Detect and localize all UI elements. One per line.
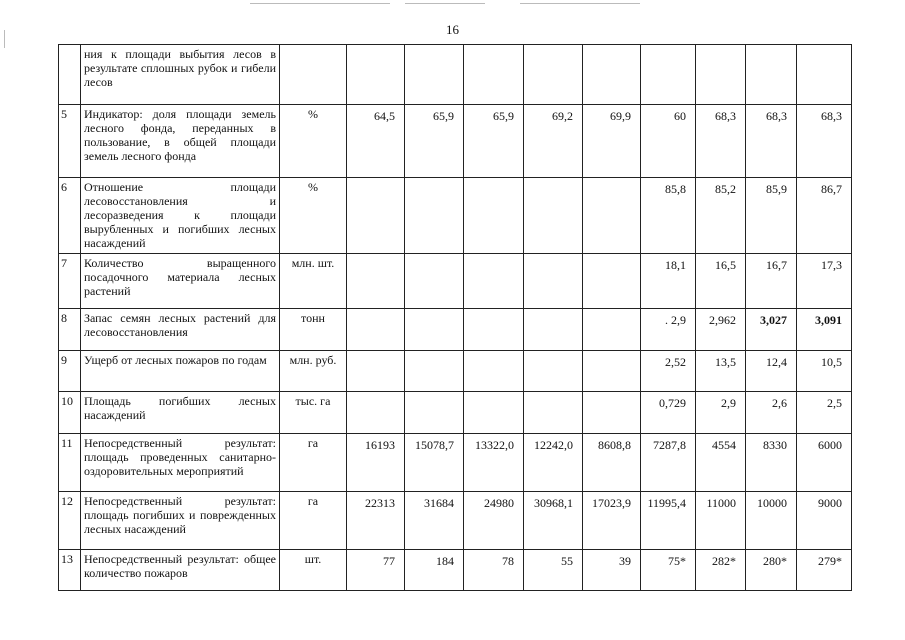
- value-cell: 9000: [797, 492, 852, 550]
- value-cell: 68,3: [797, 105, 852, 178]
- row-number-cell: [59, 45, 81, 105]
- value-cell: 15078,7: [405, 434, 464, 492]
- row-number-cell: 7: [59, 254, 81, 309]
- value-cell: 85,8: [641, 178, 696, 254]
- value-cell: 2,9: [696, 392, 746, 434]
- unit-cell: шт.: [280, 550, 347, 591]
- value-cell: [405, 351, 464, 392]
- value-cell: 0,729: [641, 392, 696, 434]
- value-cell: 24980: [464, 492, 524, 550]
- value-cell: 8330: [746, 434, 797, 492]
- indicator-name-cell: Запас семян лесных растений для лесовосстановления: [81, 309, 280, 351]
- table-row: [59, 309, 852, 351]
- unit-cell: млн. руб.: [280, 351, 347, 392]
- value-cell: 10000: [746, 492, 797, 550]
- value-cell: 12242,0: [524, 434, 583, 492]
- value-cell: 11995,4: [641, 492, 696, 550]
- table-row: [59, 434, 852, 492]
- value-cell: 3,091: [797, 309, 852, 351]
- value-cell: [405, 392, 464, 434]
- value-cell: 4554: [696, 434, 746, 492]
- value-cell: 85,9: [746, 178, 797, 254]
- value-cell: [347, 392, 405, 434]
- value-cell: 16,5: [696, 254, 746, 309]
- page-number: 16: [446, 22, 459, 37]
- unit-cell: %: [280, 178, 347, 254]
- unit-cell: млн. шт.: [280, 254, 347, 309]
- value-cell: 12,4: [746, 351, 797, 392]
- value-cell: [524, 392, 583, 434]
- indicator-name-cell: Отношение площади лесовосстановления и лесоразведения к площади вырубленных и погибших лесных насаждений: [81, 178, 280, 254]
- value-cell: [524, 254, 583, 309]
- table-row: [59, 392, 852, 434]
- value-cell: 13,5: [696, 351, 746, 392]
- unit-cell: тонн: [280, 309, 347, 351]
- value-cell: [583, 178, 641, 254]
- value-cell: 22313: [347, 492, 405, 550]
- row-number-cell: 6: [59, 178, 81, 254]
- value-cell: 7287,8: [641, 434, 696, 492]
- value-cell: [347, 351, 405, 392]
- indicator-name-cell: ния к площади выбытия лесов в результате сплошных рубок и гибели лесов: [81, 45, 280, 105]
- value-cell: [583, 45, 641, 105]
- value-cell: [347, 45, 405, 105]
- table-row: [59, 550, 852, 591]
- table-row: [59, 351, 852, 392]
- value-cell: 10,5: [797, 351, 852, 392]
- value-cell: [524, 45, 583, 105]
- value-cell: 77: [347, 550, 405, 591]
- value-cell: 17023,9: [583, 492, 641, 550]
- value-cell: [641, 45, 696, 105]
- table-row: [59, 105, 852, 178]
- value-cell: [405, 45, 464, 105]
- indicator-name-cell: Непосредственный результат: общее количество пожаров: [81, 550, 280, 591]
- value-cell: 3,027: [746, 309, 797, 351]
- value-cell: [746, 45, 797, 105]
- value-cell: 2,6: [746, 392, 797, 434]
- unit-cell: %: [280, 105, 347, 178]
- value-cell: 30968,1: [524, 492, 583, 550]
- value-cell: [524, 178, 583, 254]
- value-cell: [464, 178, 524, 254]
- value-cell: 86,7: [797, 178, 852, 254]
- value-cell: [583, 392, 641, 434]
- value-cell: [347, 309, 405, 351]
- value-cell: 13322,0: [464, 434, 524, 492]
- unit-cell: тыс. га: [280, 392, 347, 434]
- value-cell: [347, 178, 405, 254]
- value-cell: [524, 309, 583, 351]
- row-number-cell: 12: [59, 492, 81, 550]
- value-cell: [583, 309, 641, 351]
- value-cell: 69,9: [583, 105, 641, 178]
- row-number-cell: 10: [59, 392, 81, 434]
- row-number-cell: 8: [59, 309, 81, 351]
- table-row: [59, 254, 852, 309]
- indicator-name-cell: Ущерб от лесных пожаров по годам: [81, 351, 280, 392]
- value-cell: 2,52: [641, 351, 696, 392]
- table-row: [59, 492, 852, 550]
- value-cell: 65,9: [464, 105, 524, 178]
- row-number-cell: 13: [59, 550, 81, 591]
- value-cell: [405, 178, 464, 254]
- value-cell: [347, 254, 405, 309]
- value-cell: 8608,8: [583, 434, 641, 492]
- row-number-cell: 11: [59, 434, 81, 492]
- value-cell: 75*: [641, 550, 696, 591]
- value-cell: [405, 309, 464, 351]
- value-cell: 39: [583, 550, 641, 591]
- value-cell: 68,3: [696, 105, 746, 178]
- value-cell: . 2,9: [641, 309, 696, 351]
- unit-cell: [280, 45, 347, 105]
- value-cell: 6000: [797, 434, 852, 492]
- value-cell: [464, 254, 524, 309]
- value-cell: 17,3: [797, 254, 852, 309]
- value-cell: 69,2: [524, 105, 583, 178]
- value-cell: 18,1: [641, 254, 696, 309]
- value-cell: [583, 254, 641, 309]
- row-number-cell: 9: [59, 351, 81, 392]
- value-cell: [464, 309, 524, 351]
- value-cell: 68,3: [746, 105, 797, 178]
- value-cell: 60: [641, 105, 696, 178]
- value-cell: [405, 254, 464, 309]
- value-cell: 85,2: [696, 178, 746, 254]
- value-cell: 16193: [347, 434, 405, 492]
- value-cell: [797, 45, 852, 105]
- indicators-table: [58, 44, 852, 591]
- value-cell: 279*: [797, 550, 852, 591]
- value-cell: 280*: [746, 550, 797, 591]
- value-cell: [464, 45, 524, 105]
- value-cell: 11000: [696, 492, 746, 550]
- row-number-cell: 5: [59, 105, 81, 178]
- value-cell: [696, 45, 746, 105]
- value-cell: 65,9: [405, 105, 464, 178]
- scan-edge-line: [520, 3, 640, 4]
- value-cell: 78: [464, 550, 524, 591]
- value-cell: 184: [405, 550, 464, 591]
- value-cell: [524, 351, 583, 392]
- value-cell: [464, 392, 524, 434]
- scan-edge-line: [250, 3, 390, 4]
- value-cell: 64,5: [347, 105, 405, 178]
- value-cell: 282*: [696, 550, 746, 591]
- value-cell: 2,5: [797, 392, 852, 434]
- value-cell: 31684: [405, 492, 464, 550]
- indicator-name-cell: Количество выращенного посадочного материала лесных растений: [81, 254, 280, 309]
- indicator-name-cell: Индикатор: доля площади земель лесного фонда, переданных в пользование, в общей площади земель лесного фонда: [81, 105, 280, 178]
- indicator-name-cell: Площадь погибших лесных насаждений: [81, 392, 280, 434]
- indicator-name-cell: Непосредственный результат: площадь погибших и поврежденных лесных насаждений: [81, 492, 280, 550]
- unit-cell: га: [280, 434, 347, 492]
- unit-cell: га: [280, 492, 347, 550]
- value-cell: 55: [524, 550, 583, 591]
- value-cell: 2,962: [696, 309, 746, 351]
- scan-edge-line: [405, 3, 485, 4]
- value-cell: [464, 351, 524, 392]
- indicator-name-cell: Непосредственный результат: площадь проведенных санитарно-оздоровительных мероприятий: [81, 434, 280, 492]
- table-row: [59, 178, 852, 254]
- table-row: [59, 45, 852, 105]
- value-cell: 16,7: [746, 254, 797, 309]
- value-cell: [583, 351, 641, 392]
